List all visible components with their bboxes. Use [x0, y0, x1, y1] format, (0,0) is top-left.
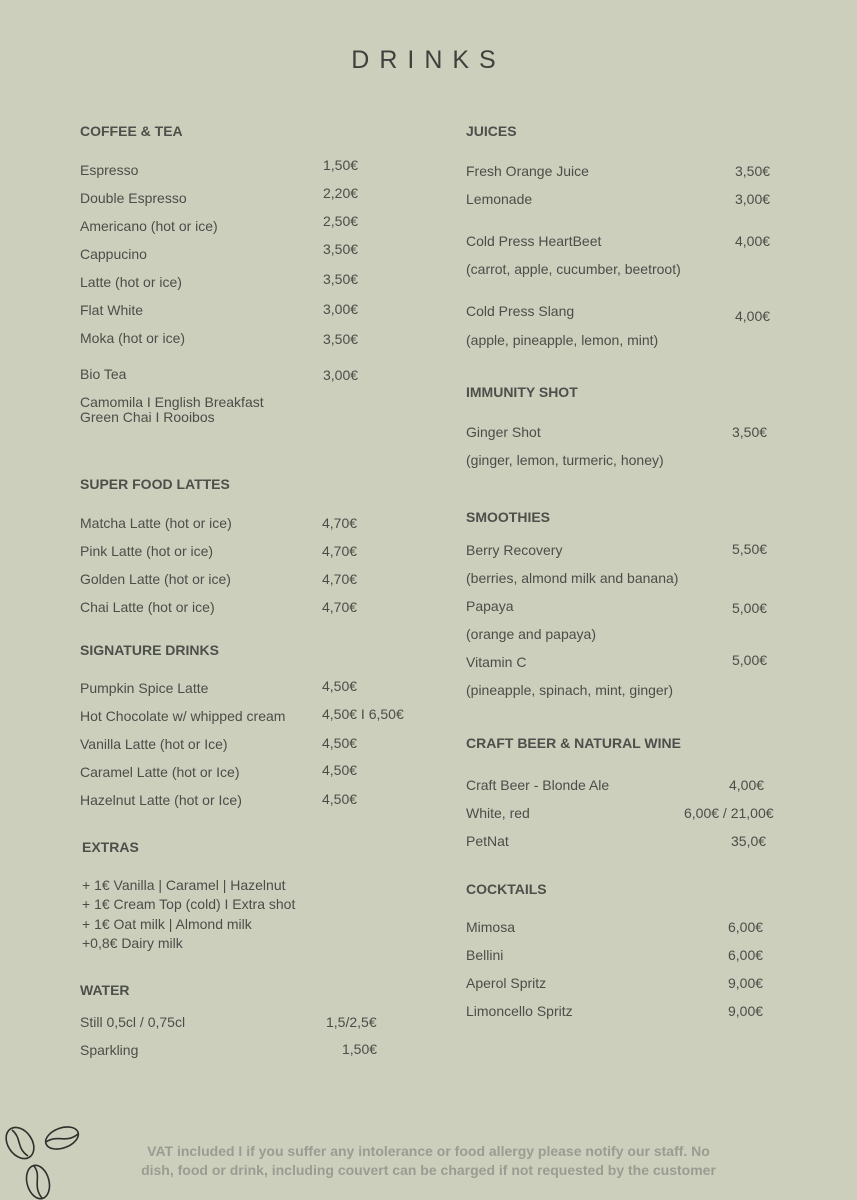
menu-item-price: 4,50€ [322, 678, 358, 694]
menu-item-name: Sparkling [80, 1042, 139, 1058]
section-heading-cocktails: COCKTAILS [466, 881, 547, 897]
menu-item-description: (ginger, lemon, turmeric, honey) [466, 452, 664, 468]
section-heading-super-food: SUPER FOOD LATTES [80, 476, 230, 492]
menu-item-price: 2,20€ [323, 185, 359, 201]
section-heading-immunity: IMMUNITY SHOT [466, 384, 578, 400]
menu-item-name: Vitamin C [466, 654, 527, 670]
menu-item-price: 3,50€ [323, 241, 359, 257]
menu-item-price: 4,50€ I 6,50€ [322, 706, 404, 722]
menu-item-price: 1,50€ [323, 157, 359, 173]
menu-item-name: Pumpkin Spice Latte [80, 680, 209, 696]
menu-item-price: 2,50€ [323, 213, 359, 229]
menu-item-name: Moka (hot or ice) [80, 330, 186, 346]
menu-item-price: 4,50€ [322, 735, 358, 751]
menu-item-name: Caramel Latte (hot or Ice) [80, 764, 240, 780]
menu-item-price: 35,0€ [731, 833, 767, 849]
extras-line: +0,8€ Dairy milk [82, 935, 183, 951]
extras-line: + 1€ Oat milk | Almond milk [82, 916, 252, 932]
menu-item-description: (carrot, apple, cucumber, beetroot) [466, 261, 681, 277]
menu-item-price: 5,50€ [732, 541, 768, 557]
menu-item-name: Golden Latte (hot or ice) [80, 571, 231, 587]
menu-item-price: 4,50€ [322, 791, 358, 807]
section-heading-extras: EXTRAS [82, 839, 139, 855]
menu-item-name: Craft Beer - Blonde Ale [466, 777, 610, 793]
extras-line: + 1€ Cream Top (cold) I Extra shot [82, 896, 296, 912]
section-heading-signature: SIGNATURE DRINKS [80, 642, 219, 658]
menu-item-name: Latte (hot or ice) [80, 274, 182, 290]
menu-item-name: Vanilla Latte (hot or Ice) [80, 736, 228, 752]
menu-item-price: 3,00€ [735, 191, 771, 207]
tea-varieties: Camomila I English Breakfast [80, 394, 264, 410]
menu-item-name: Hazelnut Latte (hot or Ice) [80, 792, 242, 808]
section-heading-coffee-tea: COFFEE & TEA [80, 123, 183, 139]
menu-item-price: 1,5/2,5€ [326, 1014, 377, 1030]
menu-item-name: Cold Press Slang [466, 303, 575, 319]
menu-item-price: 4,50€ [322, 762, 358, 778]
menu-item-name: Flat White [80, 302, 144, 318]
menu-item-name: Mimosa [466, 919, 516, 935]
section-heading-craft: CRAFT BEER & NATURAL WINE [466, 735, 681, 751]
menu-item-name: PetNat [466, 833, 509, 849]
menu-item-price: 3,00€ [323, 367, 359, 383]
menu-item-name: Fresh Orange Juice [466, 163, 589, 179]
footer-line: VAT included I if you suffer any intolerance or food allergy please notify our staff. No [147, 1143, 710, 1159]
menu-item-name: Limoncello Spritz [466, 1003, 573, 1019]
menu-item-price: 4,70€ [322, 515, 358, 531]
menu-item-price: 6,00€ [728, 919, 764, 935]
footer-note [0, 1142, 857, 1180]
menu-item-price: 3,50€ [323, 331, 359, 347]
section-heading-water: WATER [80, 982, 130, 998]
menu-item-name: Americano (hot or ice) [80, 218, 218, 234]
menu-item-name: Aperol Spritz [466, 975, 547, 991]
menu-item-name: Espresso [80, 162, 139, 178]
menu-item-price: 6,00€ / 21,00€ [684, 805, 774, 821]
menu-item-price: 1,50€ [342, 1041, 378, 1057]
footer-line: dish, food or drink, including couvert can be charged if not requested by the customer [141, 1162, 716, 1178]
menu-item-name: Hot Chocolate w/ whipped cream [80, 708, 286, 724]
menu-item-name: Chai Latte (hot or ice) [80, 599, 215, 615]
menu-item-price: 4,00€ [729, 777, 765, 793]
menu-item-price: 9,00€ [728, 975, 764, 991]
menu-item-name: Lemonade [466, 191, 533, 207]
menu-item-price: 3,50€ [323, 271, 359, 287]
menu-item-price: 5,00€ [732, 600, 768, 616]
menu-item-name: Berry Recovery [466, 542, 563, 558]
menu-item-name: Still 0,5cl / 0,75cl [80, 1014, 186, 1030]
menu-item-description: (apple, pineapple, lemon, mint) [466, 332, 659, 348]
menu-item-name: Ginger Shot [466, 424, 541, 440]
menu-item-name: Pink Latte (hot or ice) [80, 543, 214, 559]
menu-item-price: 9,00€ [728, 1003, 764, 1019]
menu-item-price: 3,00€ [323, 301, 359, 317]
section-heading-smoothies: SMOOTHIES [466, 509, 551, 525]
menu-item-price: 6,00€ [728, 947, 764, 963]
menu-item-name: Papaya [466, 598, 514, 614]
page-title: DRINKS [351, 46, 506, 74]
tea-varieties: Green Chai I Rooibos [80, 409, 215, 425]
menu-item-price: 4,70€ [322, 571, 358, 587]
menu-item-price: 3,50€ [735, 163, 771, 179]
menu-item-price: 4,00€ [735, 308, 771, 324]
menu-item-name: Cappucino [80, 246, 147, 262]
menu-item-description: (orange and papaya) [466, 626, 596, 642]
menu-item-price: 5,00€ [732, 652, 768, 668]
menu-item-price: 4,00€ [735, 233, 771, 249]
menu-item-price: 4,70€ [322, 543, 358, 559]
menu-item-name: Double Espresso [80, 190, 187, 206]
menu-item-name: White, red [466, 805, 530, 821]
menu-item-name: Matcha Latte (hot or ice) [80, 515, 232, 531]
menu-item-name: Bellini [466, 947, 504, 963]
menu-item-price: 3,50€ [732, 424, 768, 440]
menu-item-description: (berries, almond milk and banana) [466, 570, 679, 586]
section-heading-juices: JUICES [466, 123, 517, 139]
menu-item-description: (pineapple, spinach, mint, ginger) [466, 682, 674, 698]
menu-item-name: Bio Tea [80, 366, 127, 382]
menu-item-name: Cold Press HeartBeet [466, 233, 602, 249]
menu-item-price: 4,70€ [322, 599, 358, 615]
extras-line: + 1€ Vanilla | Caramel | Hazelnut [82, 877, 286, 893]
